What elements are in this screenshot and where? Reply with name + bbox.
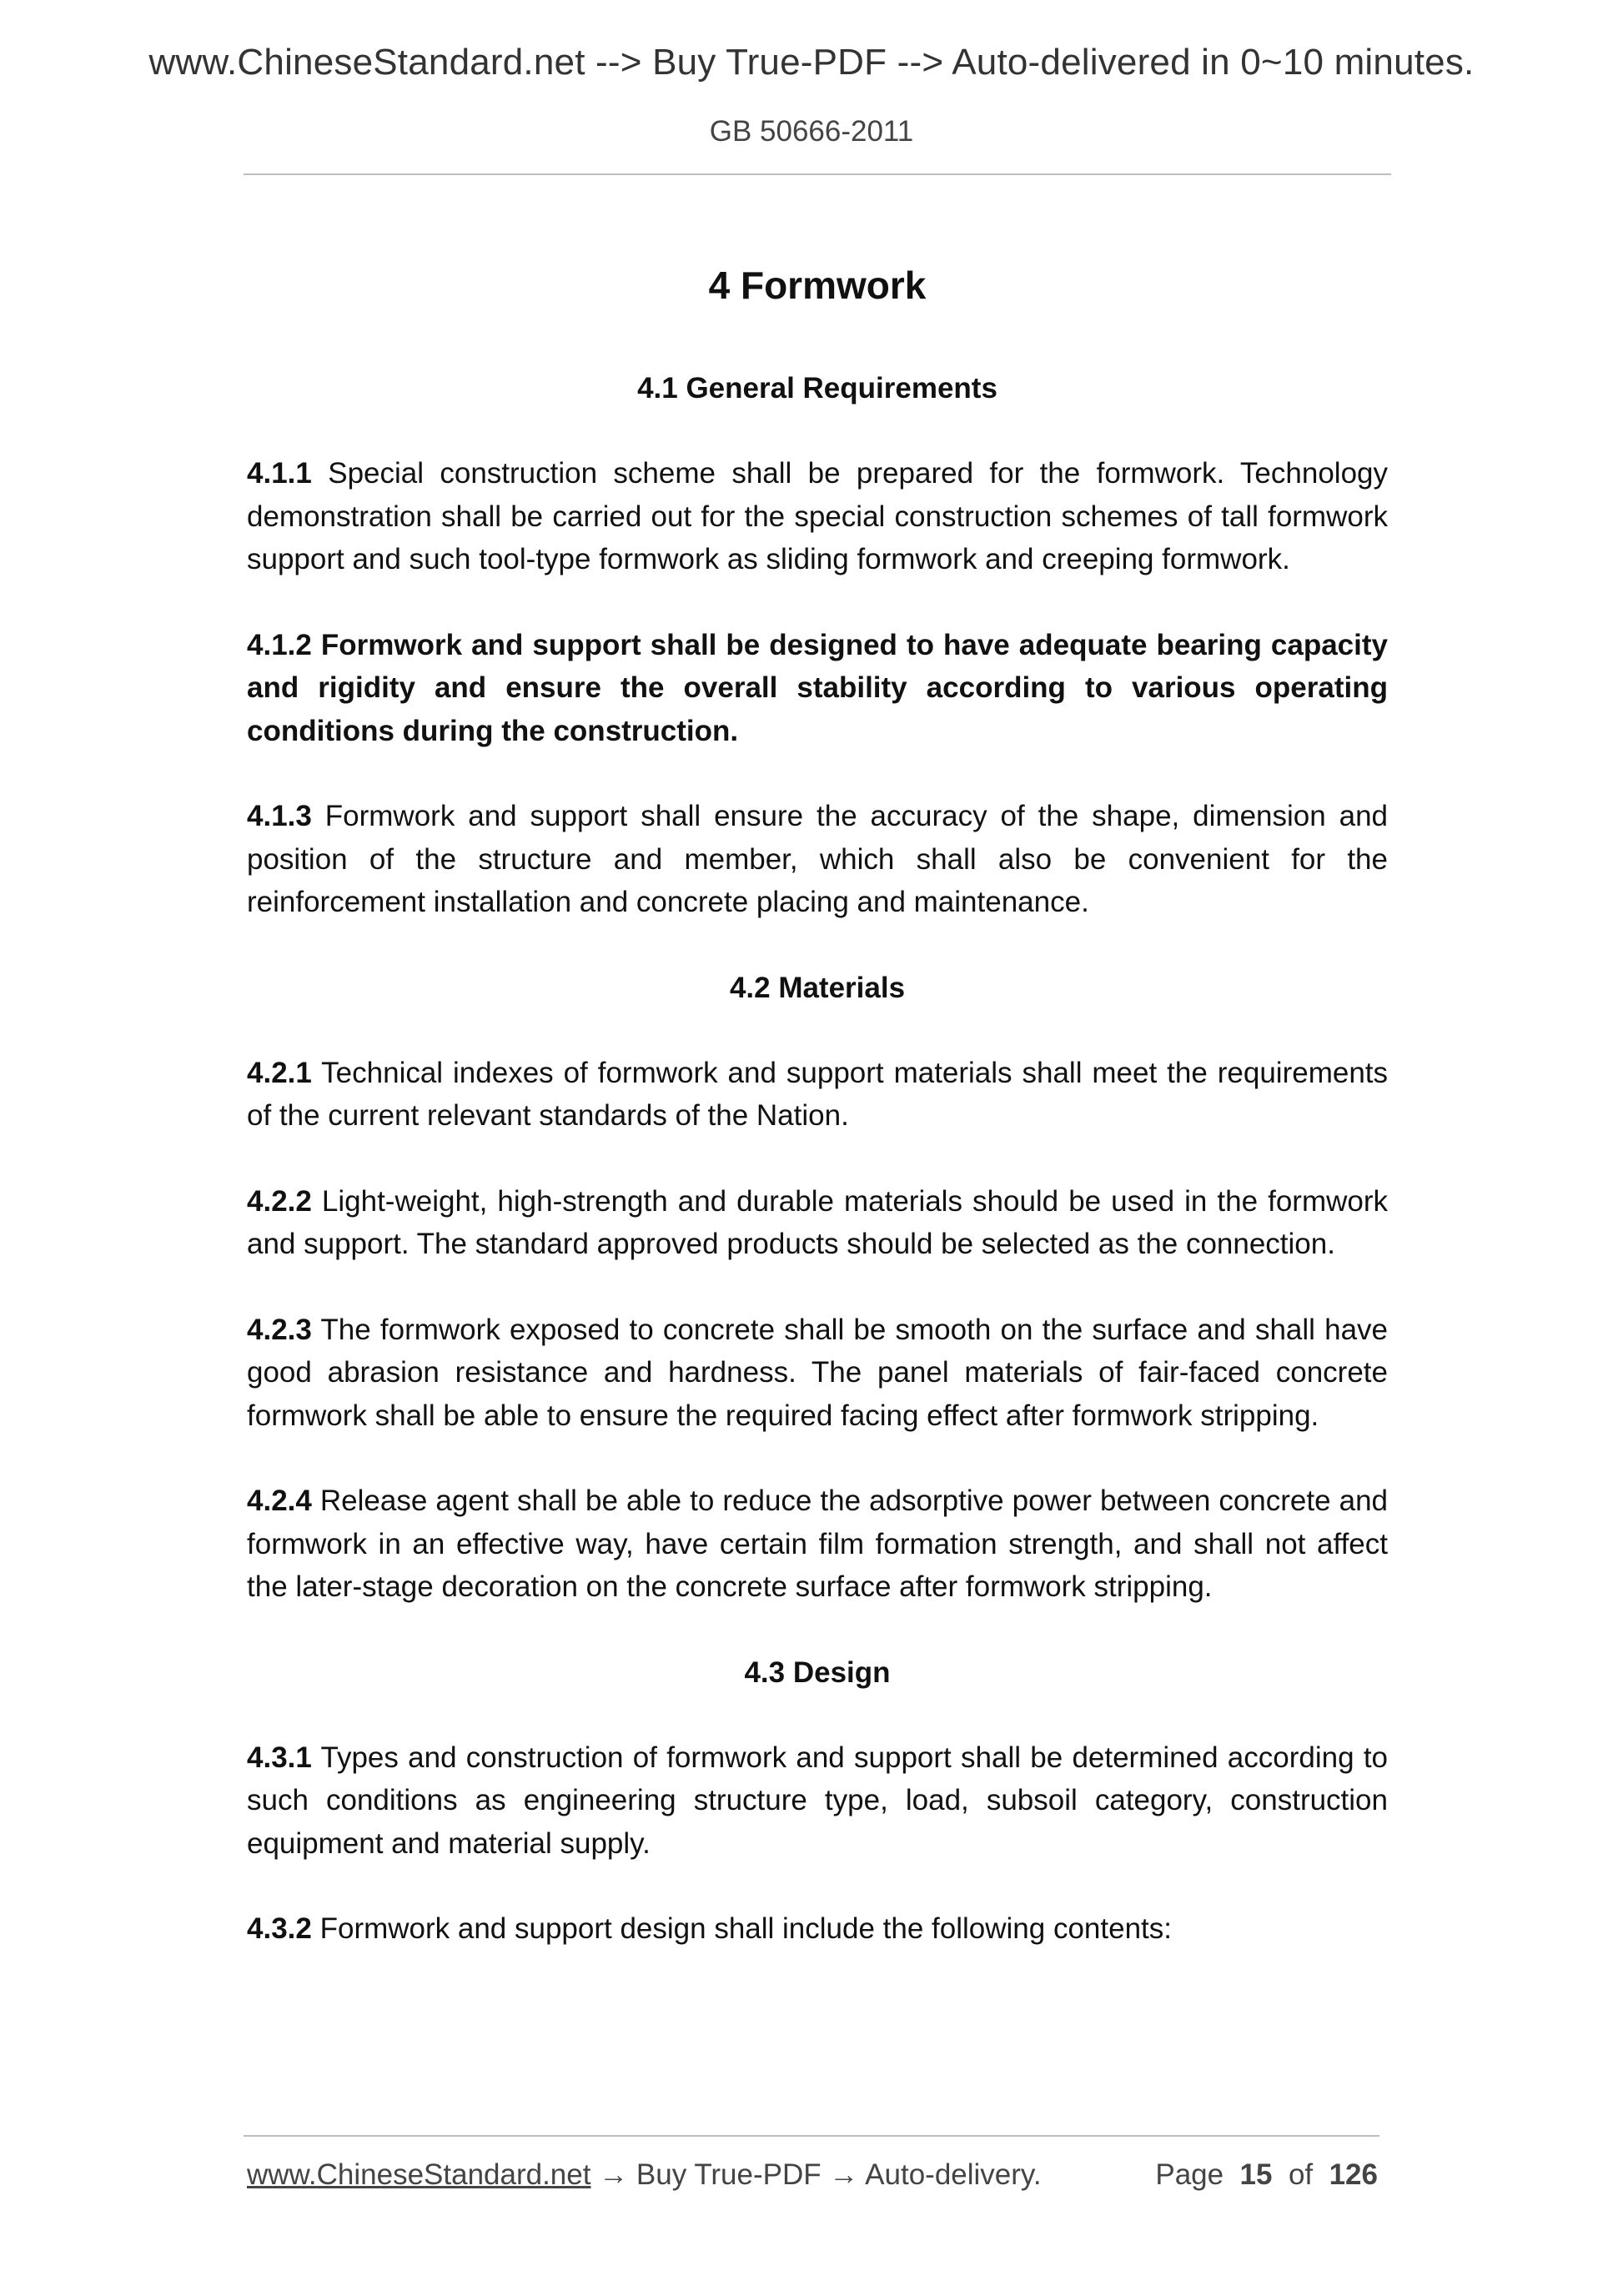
footer-divider: [244, 2135, 1379, 2137]
clause-number: 4.2.2: [247, 1184, 312, 1218]
section-title-4-2: 4.2 Materials: [729, 971, 906, 1004]
clause-4-3-1: [247, 1736, 1388, 1866]
clause-text: Technical indexes of formwork and support materials shall meet the requirements of the current relevant standards of the Nation.: [247, 1056, 1389, 1132]
clause-4-2-1: [247, 1052, 1388, 1138]
page-of: of: [1288, 2158, 1314, 2191]
clause-text: The formwork exposed to concrete shall be smooth on the surface and shall have good abrasion resistance and hardness. The panel materials of fair-faced concrete formwork shall be able to ensure the required facing effect after formwork stripping.: [247, 1313, 1388, 1432]
clause-number: 4.3.1: [247, 1741, 312, 1774]
page-indicator: [1155, 2158, 1378, 2192]
standard-code: GB 50666-2011: [709, 115, 914, 148]
clause-text: Types and construction of formwork and support shall be determined according to such conditions as engineering structure type, load, subsoil category, construction equipment and material supply.: [247, 1741, 1389, 1860]
clause-number: 4.3.2: [247, 1912, 312, 1945]
clause-4-1-3: [247, 795, 1388, 924]
clause-4-2-4: [247, 1480, 1388, 1609]
page-total: 126: [1329, 2158, 1378, 2191]
clause-text: Formwork and support design shall include the following contents:: [319, 1912, 1172, 1945]
clause-text: Formwork and support shall ensure the accuracy of the shape, dimension and position of the structure and member, which shall also be convenient for the reinforcement installation and concrete placing and maintenance.: [247, 800, 1389, 918]
clause-text: Light-weight, high-strength and durable materials should be used in the formwork and support. The standard approved products should be selected as the connection.: [247, 1184, 1388, 1260]
clause-4-2-3: [247, 1309, 1388, 1438]
footer-tagline-group: [247, 2158, 1042, 2192]
clause-number: 4.2.1: [247, 1056, 312, 1089]
clause-4-1-2: [247, 624, 1388, 753]
page-label: Page: [1155, 2158, 1224, 2191]
section-title-4-3: 4.3 Design: [744, 1655, 891, 1689]
clause-text: Formwork and support shall be designed to have adequate bearing capacity and rigidity and ensure the overall stability according to various operating conditions during the construction.: [247, 628, 1388, 747]
document-body: [247, 260, 1388, 1993]
clause-number: 4.1.2: [247, 628, 312, 661]
chapter-title: 4 Formwork: [708, 264, 927, 307]
clause-4-3-2: [247, 1907, 1388, 1951]
footer-site-link[interactable]: www.ChineseStandard.net: [247, 2158, 591, 2191]
clause-number: 4.1.3: [247, 800, 312, 832]
clause-number: 4.1.1: [247, 457, 312, 490]
clause-4-2-2: [247, 1180, 1388, 1266]
header-divider: [244, 173, 1391, 175]
clause-4-1-1: [247, 452, 1388, 581]
section-title-4-1: 4.1 General Requirements: [637, 372, 997, 404]
clause-text: Release agent shall be able to reduce the adsorptive power between concrete and formwork in an effective way, have certain film formation strength, and shall not affect the later-stage decoration on the concrete surface after formwork stripping.: [247, 1485, 1389, 1603]
page-current: 15: [1239, 2158, 1273, 2191]
clause-number: 4.2.3: [247, 1313, 312, 1346]
footer-tagline: → Buy True-PDF → Auto-delivery.: [590, 2158, 1042, 2191]
page-footer: [247, 2158, 1378, 2192]
clause-text: Special construction scheme shall be prepared for the formwork. Technology demonstration shall be carried out for the special construction schemes of tall formwork support and such tool-type formwork as sliding formwork and creeping formwork.: [247, 457, 1388, 575]
clause-number: 4.2.4: [247, 1485, 312, 1517]
site-banner: www.ChineseStandard.net --> Buy True-PDF --> Auto-delivered in 0~10 minutes.: [148, 42, 1475, 83]
